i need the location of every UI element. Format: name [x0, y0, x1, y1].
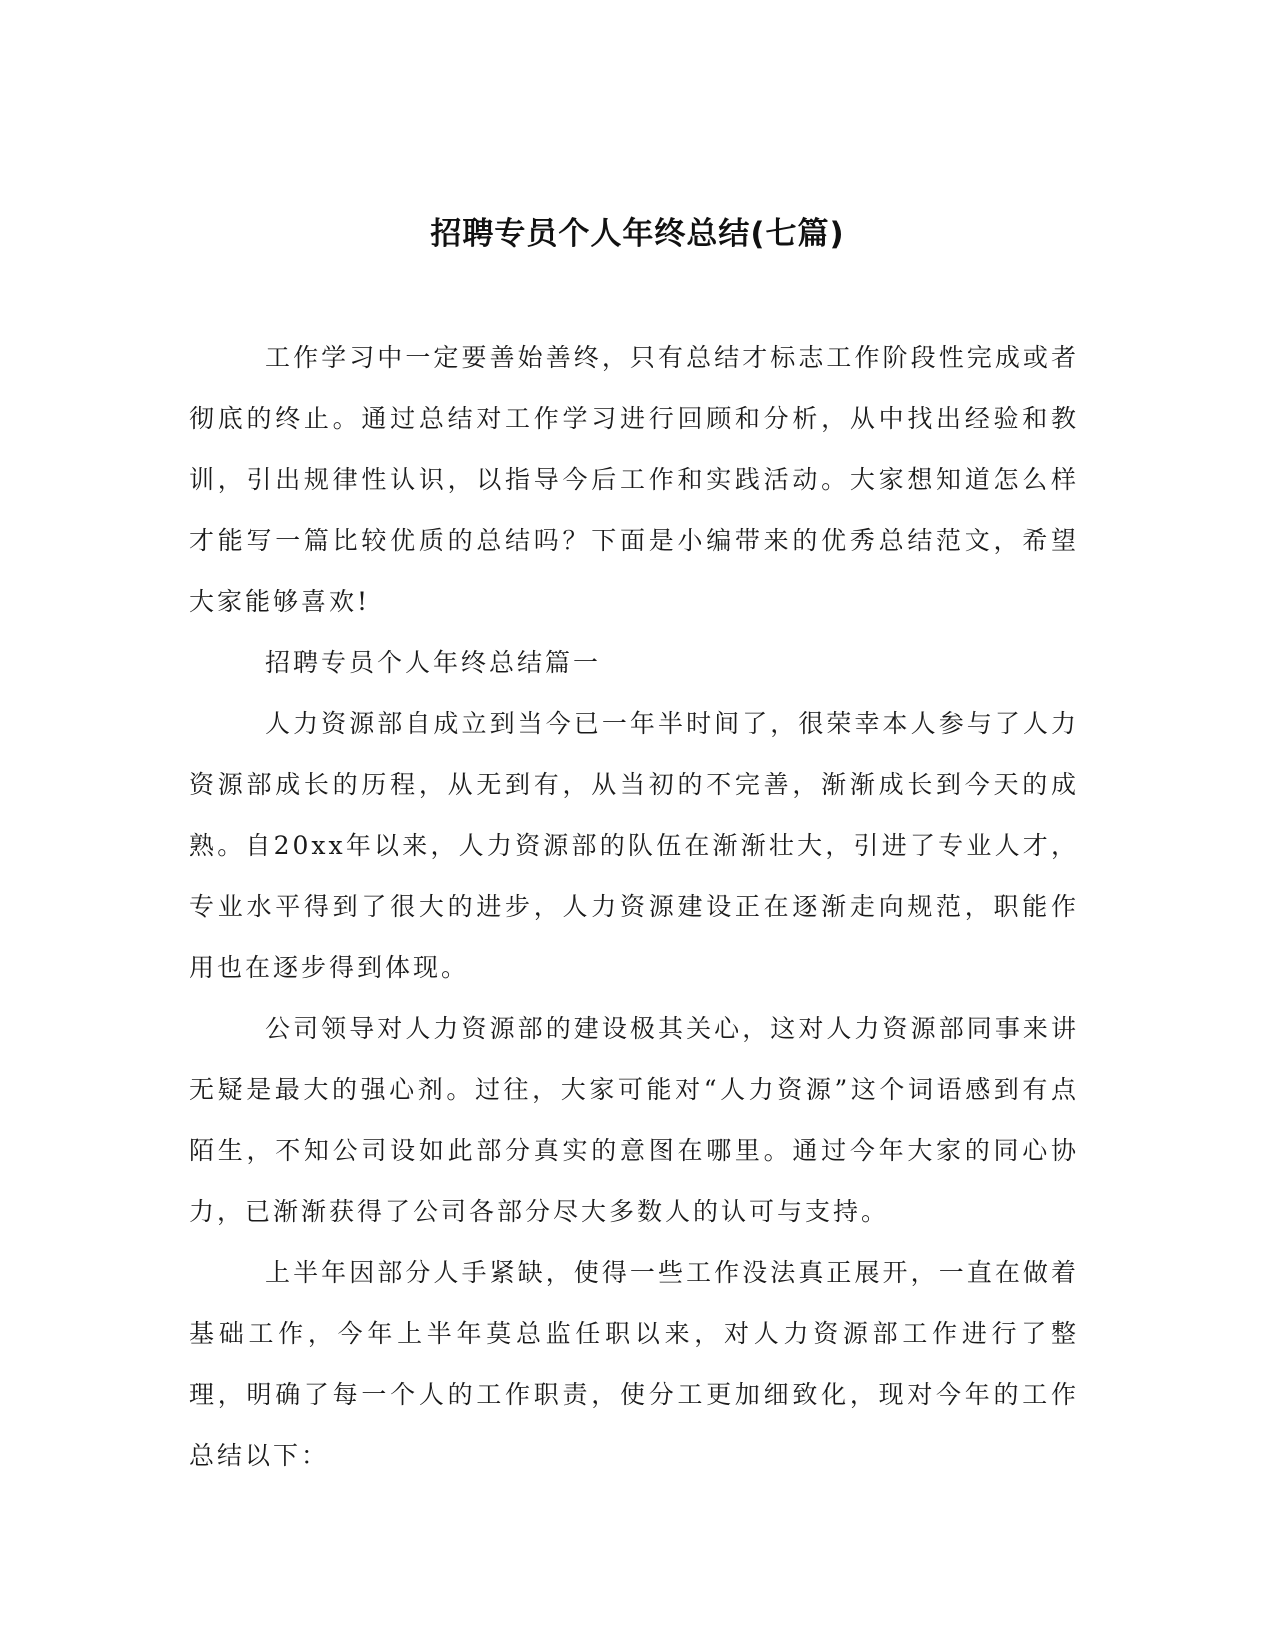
intro-paragraph: 工作学习中一定要善始善终，只有总结才标志工作阶段性完成或者彻底的终止。通过总结对工作学习进行回顾和分析，从中找出经验和教训，引出规律性认识，以指导今后工作和实践活动。大家想知道怎么样才能写一篇比较优质的总结吗？下面是小编带来的优秀总结范文，希望大家能够喜欢! — [189, 343, 1079, 616]
body-paragraph-3: 上半年因部分人手紧缺，使得一些工作没法真正展开，一直在做着基础工作，今年上半年莫总监任职以来，对人力资源部工作进行了整理，明确了每一个人的工作职责，使分工更加细致化，现对今年的工作总结以下： — [189, 1258, 1079, 1470]
body-paragraph-1: 人力资源部自成立到当今已一年半时间了，很荣幸本人参与了人力资源部成长的历程，从无到有，从当初的不完善，渐渐成长到今天的成熟。自20xx年以来，人力资源部的队伍在渐渐壮大，引进了专业人才，专业水平得到了很大的进步，人力资源建设正在逐渐走向规范，职能作用也在逐步得到体现。 — [189, 709, 1079, 982]
document-body — [189, 327, 1079, 1486]
body-paragraph-2: 公司领导对人力资源部的建设极其关心，这对人力资源部同事来讲无疑是最大的强心剂。过往，大家可能对“人力资源”这个词语感到有点陌生，不知公司设如此部分真实的意图在哪里。通过今年大家的同心协力，已渐渐获得了公司各部分尽大多数人的认可与支持。 — [189, 1014, 1079, 1226]
section-heading: 招聘专员个人年终总结篇一 — [265, 648, 602, 677]
document-title: 招聘专员个人年终总结(七篇) — [430, 216, 845, 252]
